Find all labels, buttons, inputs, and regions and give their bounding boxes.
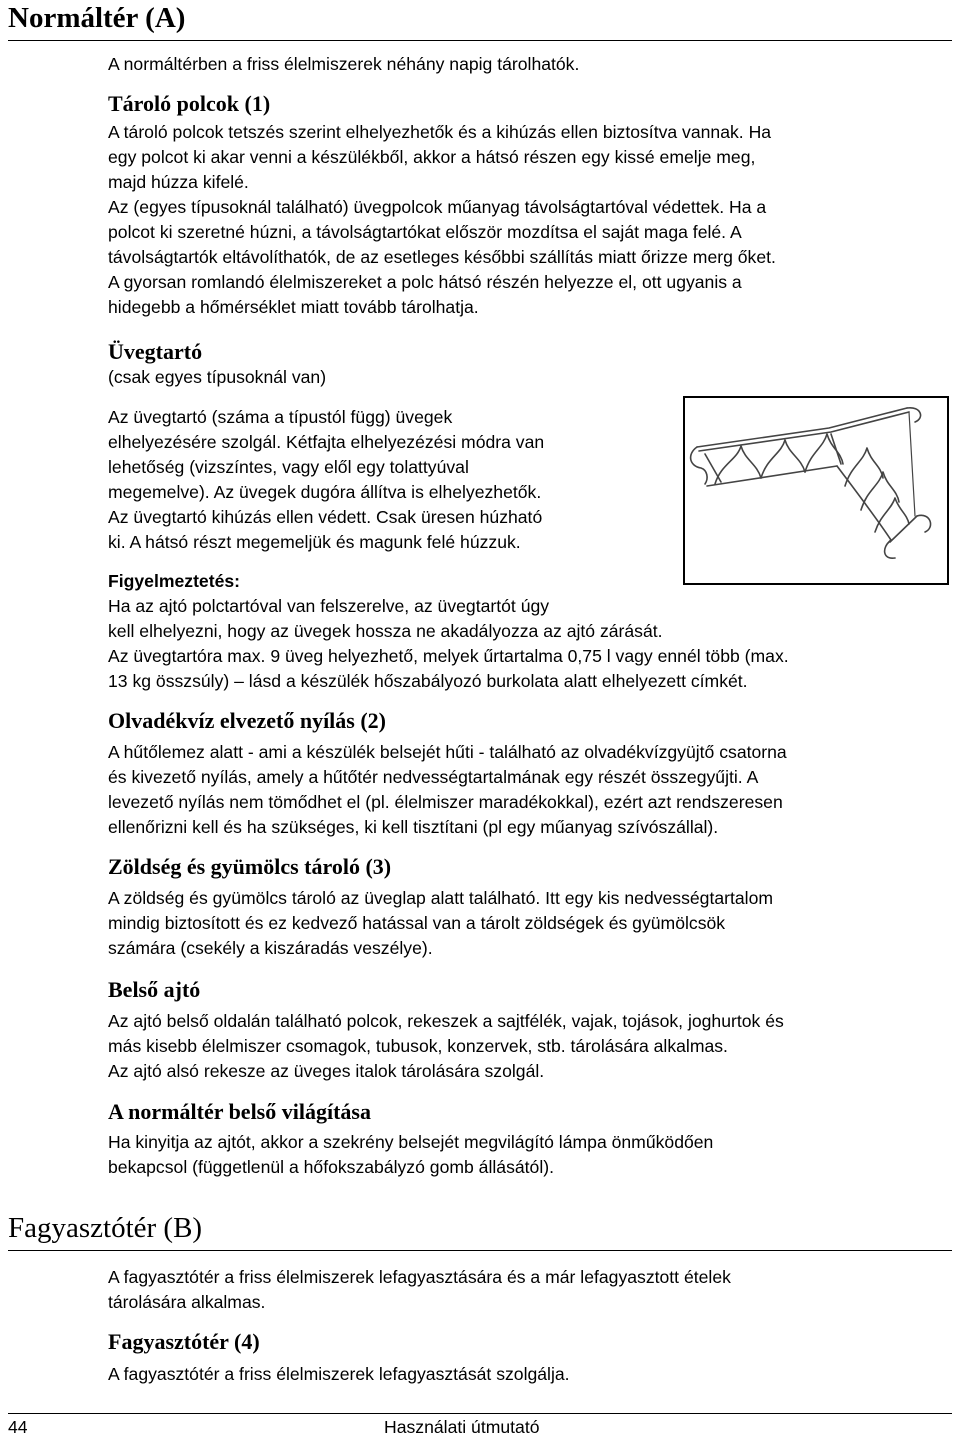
text-line: megemelve). Az üvegek dugóra állítva is elhelyezhetők. xyxy=(108,482,542,502)
bottle-holder-heading: Üvegtartó xyxy=(108,339,203,364)
section-a-rule xyxy=(8,40,952,41)
warning-text xyxy=(108,594,789,694)
text-line: bekapcsol (függetlenül a hőfokszabályzó gomb állásától). xyxy=(108,1157,554,1177)
section-b-intro xyxy=(108,1265,731,1315)
text-line: hidegebb a hőmérséklet miatt tovább tárolhatja. xyxy=(108,297,479,317)
section-a-title: Normáltér (A) xyxy=(8,2,186,34)
shelves-heading: Tároló polcok (1) xyxy=(108,91,271,116)
text-line: majd húzza kifelé. xyxy=(108,172,249,192)
freezer-text: A fagyasztótér a friss élelmiszerek lefagyasztását szolgálja. xyxy=(108,1364,570,1384)
page-number: 44 xyxy=(8,1417,28,1437)
shelves-text xyxy=(108,120,776,320)
text-line: A hűtőlemez alatt - ami a készülék belsejét hűti - található az olvadékvízgyüjtő csatorna xyxy=(108,742,787,762)
drain-heading: Olvadékvíz elvezető nyílás (2) xyxy=(108,708,387,733)
text-line: egy polcot ki akar venni a készülékből, akkor a hátsó részen egy kissé emelje meg, xyxy=(108,147,756,167)
text-line: Az üvegtartó kihúzás ellen védett. Csak üresen húzható xyxy=(108,507,543,527)
warning-title: Figyelmeztetés: xyxy=(108,571,240,591)
text-line: Ha az ajtó polctartóval van felszerelve, az üvegtartót úgy xyxy=(108,596,550,616)
text-line: ellenőrizni kell és ha szükséges, ki kell tisztítani (pl egy műanyag szívószállal). xyxy=(108,817,719,837)
bottle-holder-text xyxy=(108,405,544,555)
text-line: kell elhelyezni, hogy az üvegek hossza ne akadályozza az ajtó zárását. xyxy=(108,621,663,641)
text-line: 13 kg összsúly) – lásd a készülék hőszabályozó burkolata alatt elhelyezett címkét. xyxy=(108,671,748,691)
text-line: ki. A hátsó részt megemeljük és magunk felé húzzuk. xyxy=(108,532,521,552)
text-line: Az üvegtartó (száma a típustól függ) üvegek xyxy=(108,407,453,427)
text-line: levezető nyílás nem tömődhet el (pl. élelmiszer maradékokkal), ezért azt rendszeresen xyxy=(108,792,783,812)
text-line: Az üvegtartóra max. 9 üveg helyezhető, melyek űrtartalma 0,75 l vagy ennél több (max. xyxy=(108,646,789,666)
text-line: A zöldség és gyümölcs tároló az üveglap alatt található. Itt egy kis nedvességtartalom xyxy=(108,888,774,908)
lighting-heading: A normáltér belső világítása xyxy=(108,1099,371,1124)
text-line: elhelyezésére szolgál. Kétfajta elhelyezézési módra van xyxy=(108,432,545,452)
text-line: más kisebb élelmiszer csomagok, tubusok, konzervek, stb. tárolására alkalmas. xyxy=(108,1036,728,1056)
section-a-intro: A normáltérben a friss élelmiszerek néhány napig tárolhatók. xyxy=(108,54,580,74)
freezer-heading: Fagyasztótér (4) xyxy=(108,1329,260,1354)
crisper-text xyxy=(108,886,773,961)
section-b-rule xyxy=(8,1250,952,1251)
text-line: lehetőség (vizszíntes, vagy elől egy tolattyúval xyxy=(108,457,469,477)
text-line: polcot ki szeretné húzni, a távolságtartókat először mozdítsa el saját maga felé. A xyxy=(108,222,742,242)
text-line: A gyorsan romlandó élelmiszereket a polc hátsó részén helyezze el, ott ugyanis a xyxy=(108,272,742,292)
text-line: Ha kinyitja az ajtót, akkor a szekrény belsejét megvilágító lámpa önműködően xyxy=(108,1132,714,1152)
inner-door-text xyxy=(108,1009,784,1084)
section-b-title: Fagyasztótér (B) xyxy=(8,1212,203,1244)
bottle-rack-illustration xyxy=(683,396,949,585)
bottle-rack-drawing xyxy=(685,398,947,583)
text-line: Az ajtó alsó rekesze az üveges italok tárolására szolgál. xyxy=(108,1061,545,1081)
text-line: és kivezető nyílás, amely a hűtőtér nedvességtartalmának egy részét összegyűjti. A xyxy=(108,767,759,787)
lighting-text xyxy=(108,1130,713,1180)
text-line: A fagyasztótér a friss élelmiszerek lefagyasztására és a már lefagyasztott ételek xyxy=(108,1267,731,1287)
text-line: tárolására alkalmas. xyxy=(108,1292,266,1312)
footer-title: Használati útmutató xyxy=(384,1417,540,1437)
text-line: mindig biztosított és ez kedvező hatással van a tárolt zöldségek és gyümölcsök xyxy=(108,913,726,933)
bottle-holder-subtitle: (csak egyes típusoknál van) xyxy=(108,367,327,387)
text-line: számára (csekély a kiszáradás veszélye). xyxy=(108,938,433,958)
footer-rule xyxy=(8,1413,952,1414)
inner-door-heading: Belső ajtó xyxy=(108,977,201,1002)
text-line: A tároló polcok tetszés szerint elhelyezhetők és a kihúzás ellen biztosítva vannak. Ha xyxy=(108,122,772,142)
text-line: távolságtartók eltávolíthatók, de az esetleges későbbi szállítás miatt őrizze merg őket. xyxy=(108,247,776,267)
crisper-heading: Zöldség és gyümölcs tároló (3) xyxy=(108,854,392,879)
drain-text xyxy=(108,740,787,840)
text-line: Az (egyes típusoknál található) üvegpolcok műanyag távolságtartóval védettek. Ha a xyxy=(108,197,767,217)
text-line: Az ajtó belső oldalán található polcok, rekeszek a sajtfélék, vajak, tojások, joghurtok és xyxy=(108,1011,784,1031)
